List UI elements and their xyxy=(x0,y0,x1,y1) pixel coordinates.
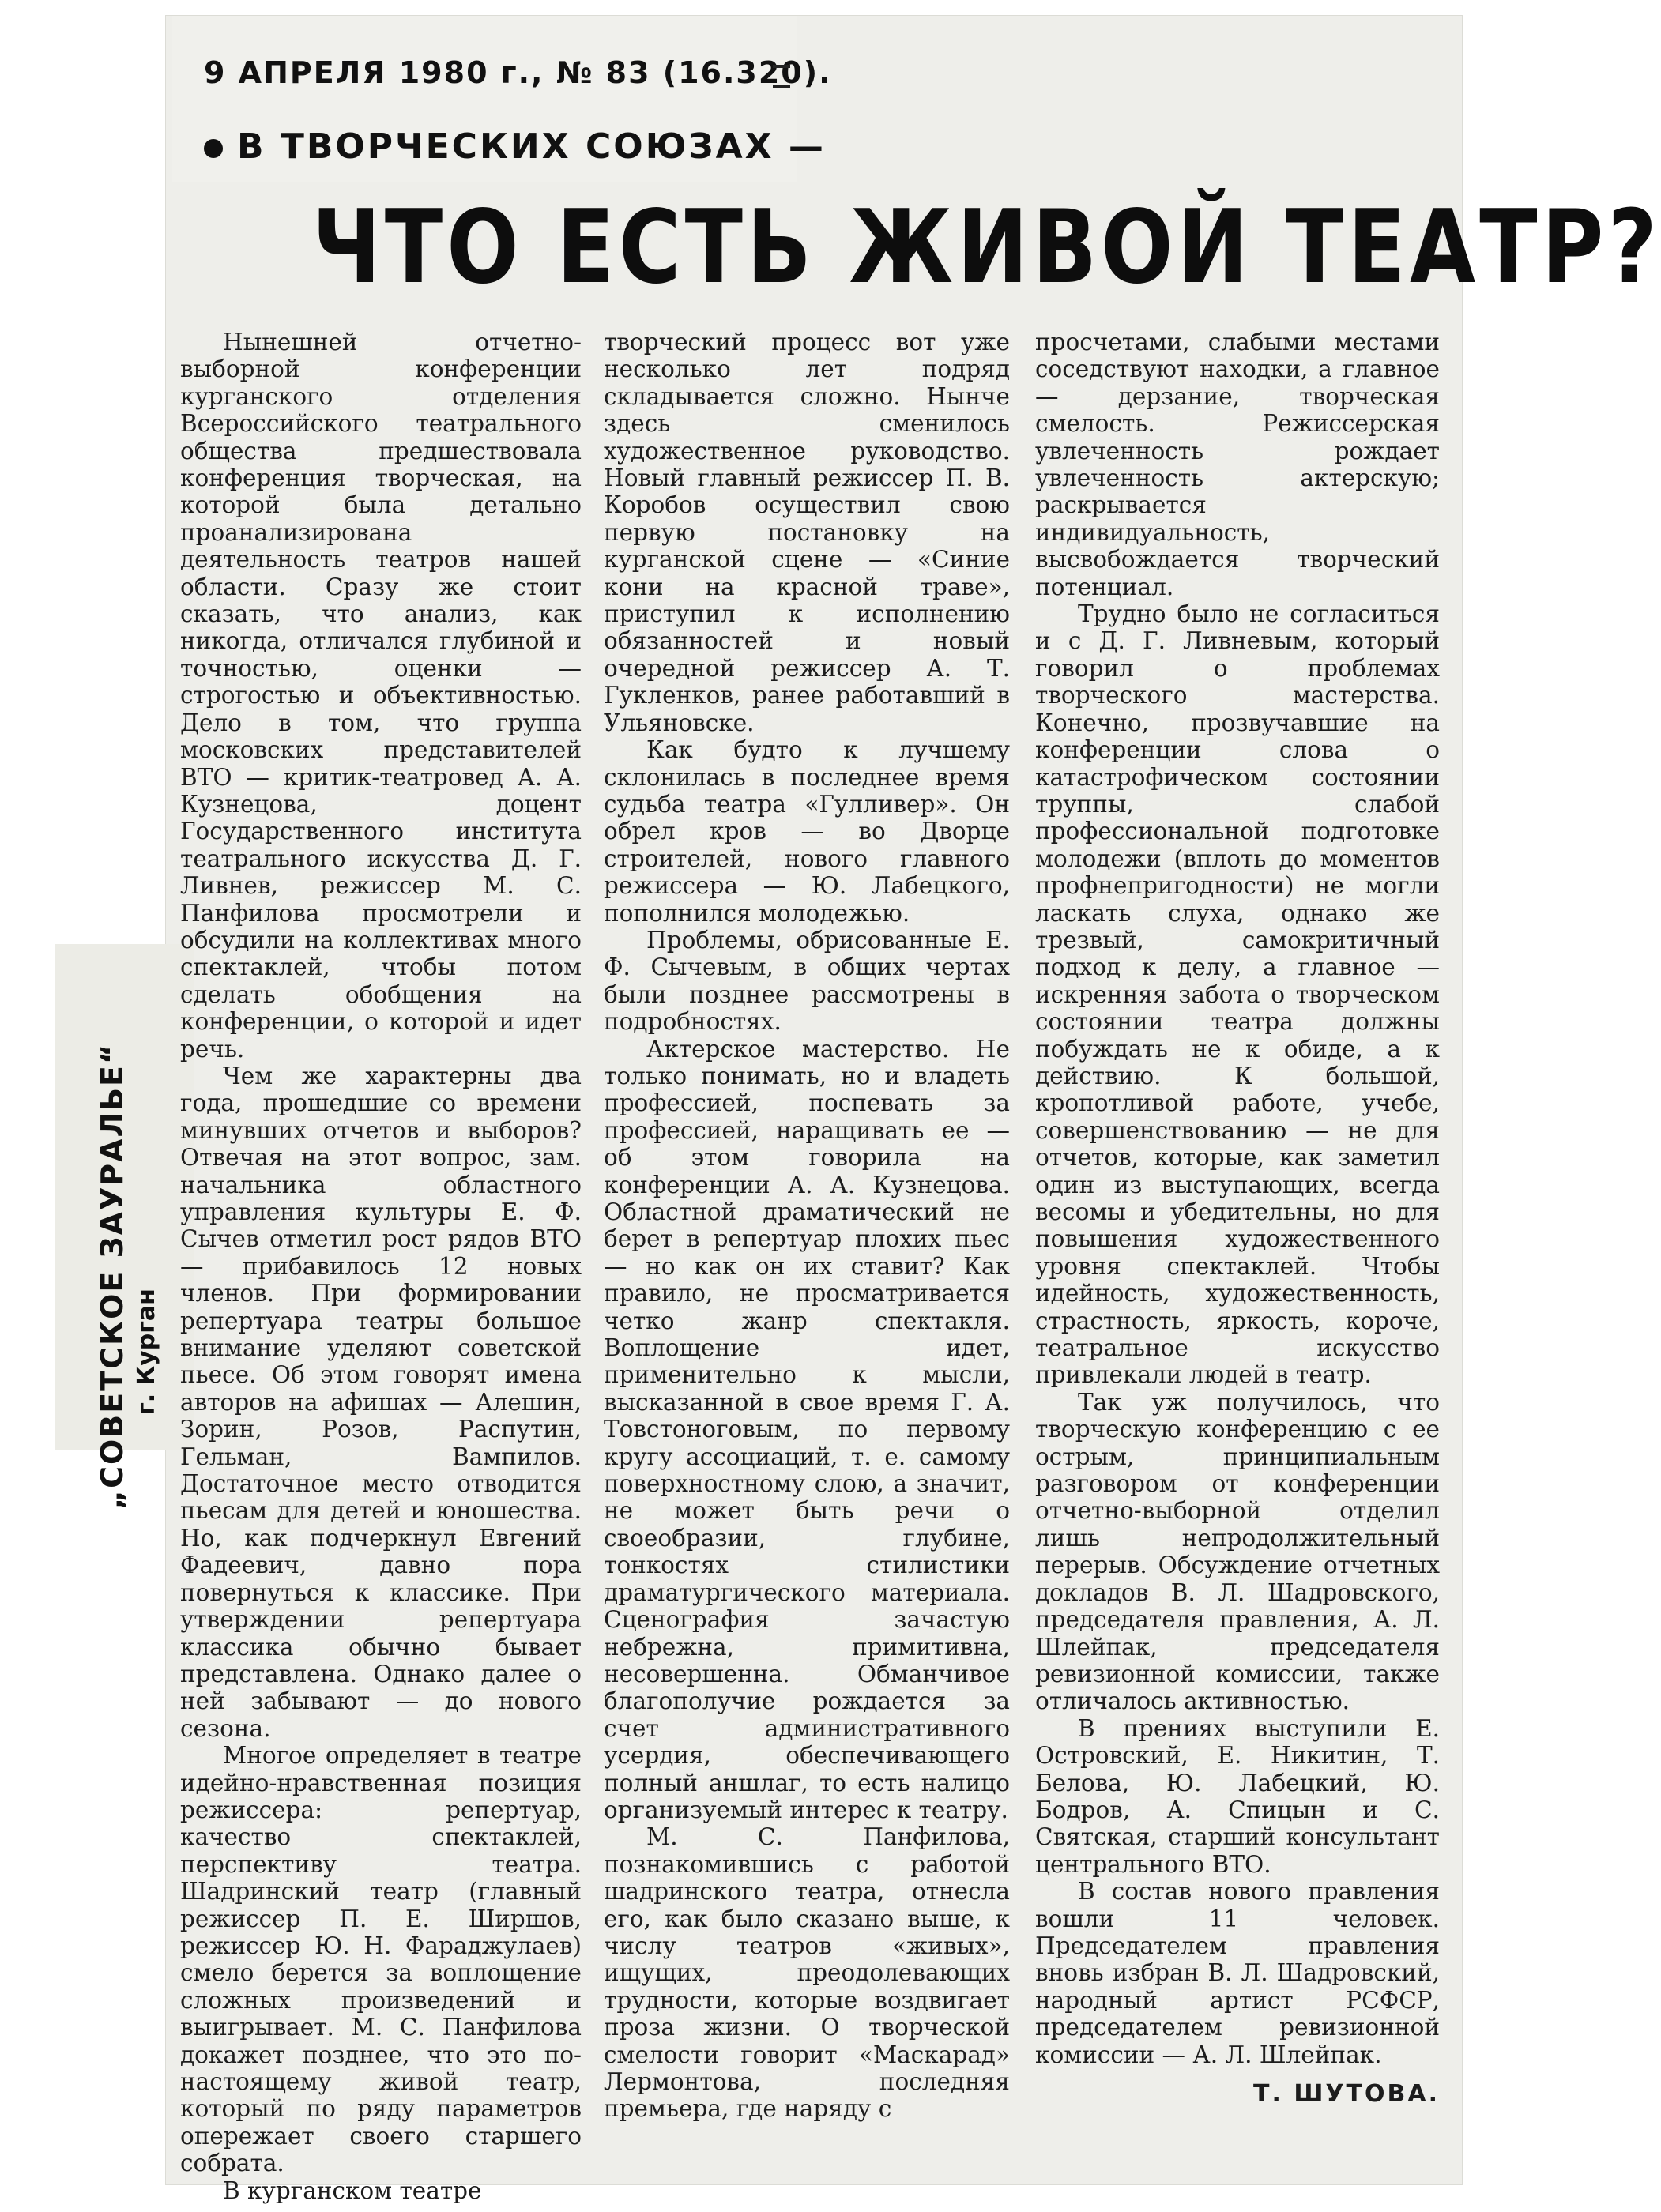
source-stamp xyxy=(95,1043,160,1510)
paragraph: В прениях выступили Е. Островский, Е. Никитин, Т. Белова, Ю. Лабецкий, Ю. Бодров, А. Спицын и С. Святская, старший консультант центрального ВТО. xyxy=(1035,1714,1440,1878)
article-column-2 xyxy=(604,329,1010,2123)
source-city: г. Курган xyxy=(133,1288,160,1415)
bullet-dot-icon xyxy=(204,139,223,158)
paragraph: Как будто к лучшему склонилась в последнее время судьба театра «Гулливер». Он обрел кров — во Дворце строителей, нового главного режиссера — Ю. Лабецкого, пополнился молодежью. xyxy=(604,736,1010,927)
paragraph: Актерское мастерство. Не только понимать, но и владеть профессией, поспевать за профессией, наращивать ее — об этом говорила на конференции А. А. Кузнецова. Областной драматический не берет в репертуар плохих пьес — но как он их ставит? Как правило, не просматривается четко жанр спектакля. Воплощение идет, применительно к мысли, высказанной в свое время Г. А. Товстоноговым, по первому кругу ассоциаций, т. е. самому поверхностному слою, а значит, не может быть речи о своеобразии, глубине, тонкостях стилистики драматургического материала. Сценография зачастую небрежна, примитивна, несовершенна. Обманчивое благополучие рождается за счет административного усердия, обеспечивающего полный аншлаг, то есть налицо организуемый интерес к театру. xyxy=(604,1035,1010,1823)
paragraph: Так уж получилось, что творческую конференцию с ее острым, принципиальным разговором от конференции отчетно-выборной отделил лишь непродолжительный перерыв. Обсуждение отчетных докладов В. Л. Шадровского, председателя правления, А. Л. Шлейпак, председателя ревизионной комиссии, также отличалось активностью. xyxy=(1035,1388,1440,1715)
rubric-label: В ТВОРЧЕСКИХ СОЮЗАХ xyxy=(237,126,774,167)
article-headline: ЧТО ЕСТЬ ЖИВОЙ ТЕАТР? xyxy=(312,189,1661,307)
paragraph: Проблемы, обрисованные Е. Ф. Сычевым, в общих чертах были позднее рассмотрены в подробностях. xyxy=(604,926,1010,1036)
paragraph: просчетами, слабыми местами соседствуют находки, а главное — дерзание, творческая смелость. Режиссерская увлеченность рождает увлеченность актерскую; раскрывается индивидуальность, высвобождается творческий потенциал. xyxy=(1035,329,1440,600)
dateline: 9 АПРЕЛЯ 1980 г., № 83 (16.320). xyxy=(204,55,832,90)
paragraph: Чем же характерны два года, прошедшие со времени минувших отчетов и выборов? Отвечая на этот вопрос, зам. начальника областного управления культуры Е. Ф. Сычев отметил рост рядов ВТО — прибавилось 12 новых членов. При формировании репертуара театры большое внимание уделяют советской пьесе. Об этом говорят имена авторов на афишах — Алешин, Зорин, Розов, Распутин, Гельман, Вампилов. Достаточное место отводится пьесам для детей и юношества. Но, как подчеркнул Евгений Фадеевич, давно пора повернуться к классике. При утверждении репертуара классика обычно бывает представлена. Однако далее о ней забывают — до нового сезона. xyxy=(180,1062,582,1742)
paragraph: В курганском театре xyxy=(223,2176,482,2204)
rubric: В ТВОРЧЕСКИХ СОЮЗАХ — xyxy=(204,126,826,167)
author-signature: Т. ШУТОВА. xyxy=(1253,2080,1440,2108)
article-column-3 xyxy=(1035,329,1440,2108)
paragraph: Многое определяет в театре идейно-нравственная позиция режиссера: репертуар, качество спектаклей, перспективу театра. Шадринский театр (главный режиссер П. Е. Ширшов, режиссер Ю. Н. Фараджулаев) смело берется за воплощение сложных произведений и выигрывает. М. С. Панфилова докажет позднее, что это по-настоящему живой театр, который по ряду параметров опережает своего старшего собрата. xyxy=(180,1742,582,2177)
paragraph: Трудно было не согласиться и с Д. Г. Ливневым, который говорил о проблемах творческого мастерства. Конечно, прозвучавшие на конференции слова о катастрофическом состоянии труппы, слабой профессиональной подготовке молодежи (вплоть до моментов профнепригодности) не могли ласкать слуха, однако же трезвый, самокритичный подход к делу, а главное — искренняя забота о творческом состоянии театра должны побуждать не к обиде, а к действию. К большой, кропотливой работе, учебе, совершенствованию — не для отчетов, которые, как заметил один из выступающих, всегда весомы и убедительны, но для повышения художественного уровня спектаклей. Чтобы идейность, художественность, страстность, яркость, короче, театральное искусство привлекали людей в театр. xyxy=(1035,600,1440,1389)
article-column-1 xyxy=(180,329,582,2204)
paragraph: творческий процесс вот уже несколько лет подряд складывается сложно. Нынче здесь сменилось художественное руководство. Новый главный режиссер П. В. Коробов осуществил свою первую постановку на курганской сцене — «Синие кони на красной траве», приступил к исполнению обязанностей и новый очередной режиссер А. Т. Гукленков, ранее работавший в Ульяновске. xyxy=(604,329,1010,736)
paragraph: В состав нового правления вошли 11 человек. Председателем правления вновь избран В. Л. Шадровский, народный артист РСФСР, председателем ревизионной комиссии — А. Л. Шлейпак. xyxy=(1035,1878,1440,2068)
paragraph: Нынешней отчетно-выборной конференции курганского отделения Всероссийского театрального общества предшествовала конференция творческая, на которой была детально проанализирована деятельность театров нашей области. Сразу же стоит сказать, что анализ, как никогда, отличался глубиной и точностью, оценки — строгостью и объективностью. Дело в том, что группа московских представителей ВТО — критик-театровед А. А. Кузнецова, доцент Государственного института театрального искусства Д. Г. Ливнев, режиссер М. С. Панфилова просмотрели и обсудили на коллективах много спектаклей, чтобы потом сделать обобщения на конференции, о которой и идет речь. xyxy=(180,329,582,1063)
dateline-rule-mark xyxy=(773,65,790,88)
paragraph: М. С. Панфилова, познакомившись с работой шадринского театра, отнесла его, как было сказано выше, к числу театров «живых», ищущих, преодолевающих трудности, которые воздвигает проза жизни. О творческой смелости говорит «Маскарад» Лермонтова, последняя премьера, где наряду с xyxy=(604,1823,1010,2123)
source-newspaper: „СОВЕТСКОЕ ЗАУРАЛЬЕ“ xyxy=(95,1043,130,1510)
